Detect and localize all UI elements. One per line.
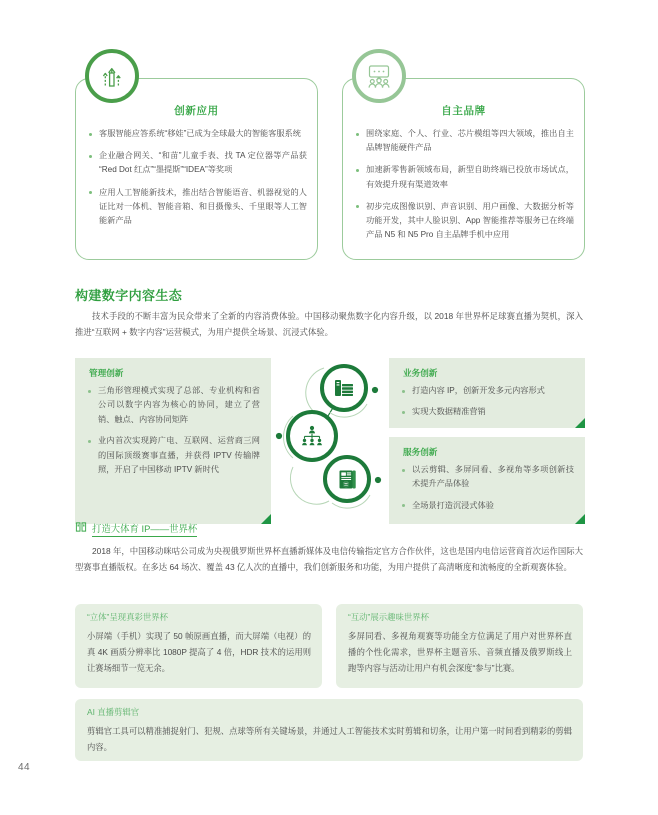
box-body: 多屏同看、多视角观赛等功能全方位满足了用户对世界杯直播的个性化需求，世界杯主题音乐、音频直播及俄罗斯线上跑等内容与活动让用户有机会深度“参与”比赛。 (348, 631, 572, 673)
list-item: 三角形管理模式实现了总部、专业机构和省公司以数字内容为核心的协同，建立了营销、触点、内容协同矩阵 (87, 384, 260, 427)
highlight-box-interactive (336, 604, 583, 688)
corner-accent (575, 514, 585, 524)
list-item: 客服智能应答系统“移娃”已成为全球最大的智能客服系统 (88, 127, 307, 141)
list-item: 初步完成图像识别、声音识别、用户画像、大数据分析等功能开发，其中人脸识别、App 智能推荐等服务已在终端产品 N5 和 N5 Pro 自主品牌手机中应用 (355, 200, 574, 243)
box-bullet-list (401, 463, 574, 520)
card-bullet-list (355, 127, 574, 250)
open-book-icon (75, 520, 87, 538)
page-number: 44 (18, 762, 31, 773)
card-innovative-application (75, 78, 318, 260)
card-bullet-list (88, 127, 307, 236)
box-title: 业务创新 (403, 368, 438, 378)
box-title: AI 直播剪辑官 (87, 707, 140, 717)
innovation-diagram (75, 358, 585, 524)
list-item: 企业融合网关、“和苗”儿童手表、找 TA 定位器等产品获 “Red Dot 红点”“墨提斯”“IDEA”等奖项 (88, 149, 307, 177)
card-own-brand (342, 78, 585, 260)
feature-cards-row (75, 78, 585, 260)
list-item: 以云剪辑、多屏同看、多视角等多项创新技术提升产品体验 (401, 463, 574, 492)
box-title: 服务创新 (403, 447, 438, 457)
box-title: “互动”展示趣味世界杯 (348, 612, 429, 622)
list-item: 应用人工智能新技术，推出结合智能语音、机器视觉的人证比对一体机、智能音箱、和目摄像头、千里眼等人工智能新产品 (88, 186, 307, 229)
highlight-box-ai-editor (75, 699, 583, 761)
box-body: 剪辑官工具可以精准捕捉射门、犯规、点球等所有关键场景，并通过人工智能技术实时剪辑和切条，让用户第一时间看到精彩的剪辑内容。 (87, 726, 572, 752)
section-paragraph: 技术手段的不断丰富为民众带来了全新的内容消费体验。中国移动聚焦数字化内容升级，以 2018 年世界杯足球赛直播为契机，深入推进“互联网 + 数字内容”运营模式，为用户提供全场景、沉浸式体验。 (75, 311, 583, 337)
node-stacked-documents-icon (320, 364, 368, 412)
diagram-box-management-innovation (75, 358, 271, 524)
subsection-heading (75, 521, 197, 537)
diagram-box-business-innovation (389, 358, 585, 428)
presentation-audience-icon (352, 49, 406, 103)
box-title: “立体”呈现真彩世界杯 (87, 612, 168, 622)
list-item: 打造内容 IP，创新开发多元内容形式 (401, 384, 574, 398)
card-title: 自主品牌 (441, 105, 486, 117)
card-title: 创新应用 (174, 105, 219, 117)
list-item: 实现大数据精准营销 (401, 405, 574, 419)
section-heading: 构建数字内容生态 (75, 288, 183, 303)
corner-accent (261, 514, 271, 524)
box-bullet-list (401, 384, 574, 427)
diagram-box-service-innovation (389, 437, 585, 524)
box-title: 管理创新 (89, 368, 124, 378)
upward-arrows-icon (85, 49, 139, 103)
box-body: 小屏端（手机）实现了 50 帧原画直播，而大屏端（电视）的真 4K 画质分辨率比 1080P 提高了 4 倍，HDR 技术的运用则让赛场细节一览无余。 (87, 631, 311, 673)
list-item: 业内首次实现跨广电、互联网、运营商三网的国际顶级赛事直播，并获得 IPTV 传输牌照，开启了中国移动 IPTV 新时代 (87, 434, 260, 477)
box-bullet-list (87, 384, 260, 484)
corner-accent (575, 418, 585, 428)
diagram-node-cluster (271, 358, 389, 524)
list-item: 全场景打造沉浸式体验 (401, 499, 574, 513)
subsection-paragraph: 2018 年，中国移动咪咕公司成为央视俄罗斯世界杯直播新媒体及电信传输指定官方合作伙伴，这也是国内电信运营商首次运作国际大型赛事直播版权。在多达 64 场次、覆盖 43 亿人次的直播中，我们创新服务和功能，为用户提供了高清晰度和流畅度的全新观赛体验。 (75, 546, 583, 572)
node-org-chart-people-icon (286, 410, 338, 462)
subsection-title: 打造大体育 IP——世界杯 (92, 521, 197, 537)
list-item: 围绕家庭、个人、行业、芯片模组等四大领域，推出自主品牌智能硬件产品 (355, 127, 574, 155)
list-item: 加速新零售新领域布局，新型自助终端已投放市场试点，有效提升现有渠道效率 (355, 163, 574, 191)
highlight-box-stereo (75, 604, 322, 688)
node-content-board-icon (323, 455, 371, 503)
